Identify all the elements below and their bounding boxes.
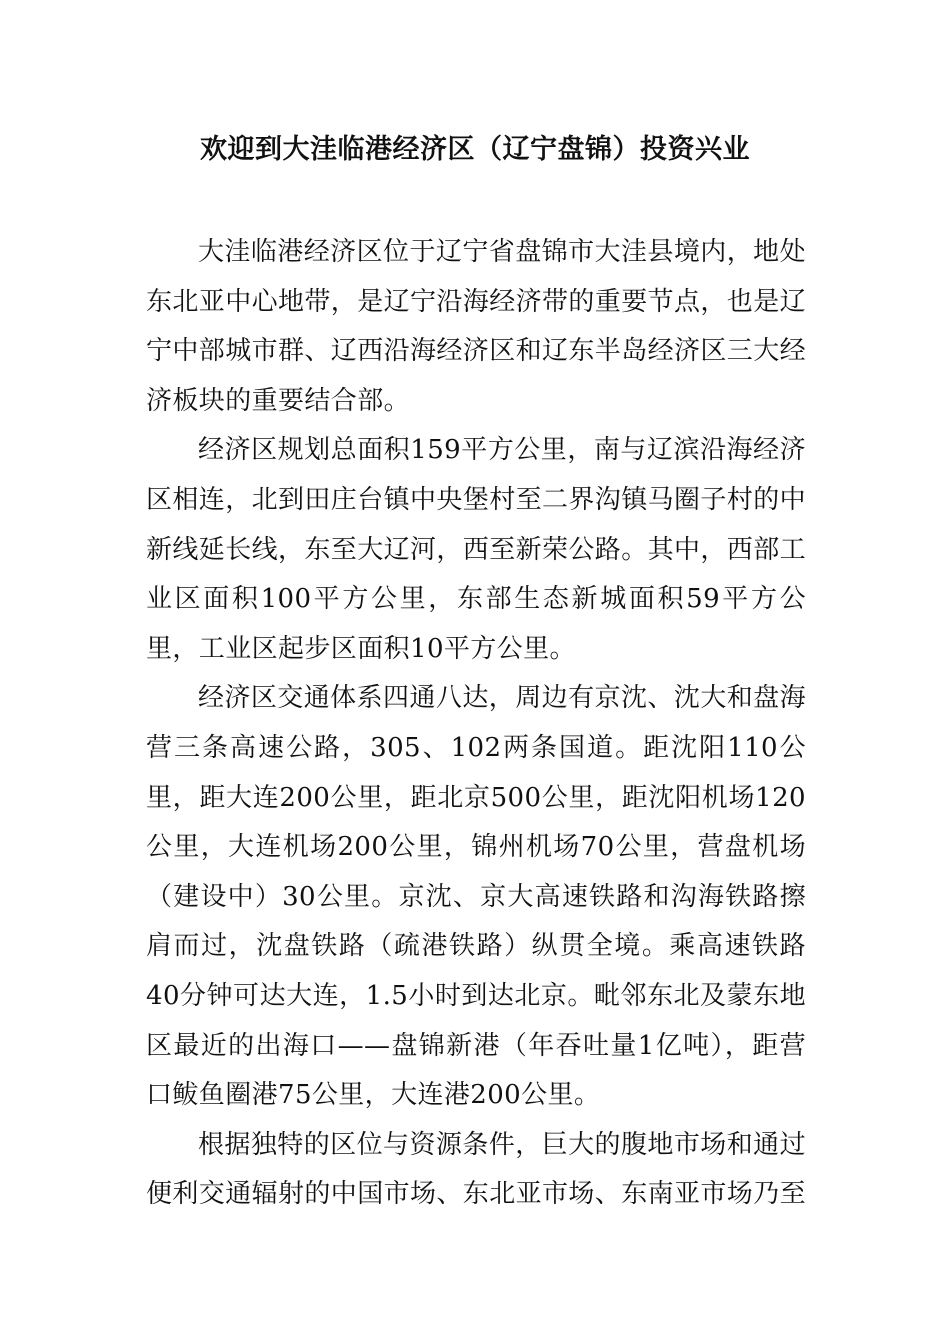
paragraph-location: 大洼临港经济区位于辽宁省盘锦市大洼县境内，地处东北亚中心地带，是辽宁沿海经济带的重要节点，也是辽宁中部城市群、辽西沿海经济区和辽东半岛经济区三大经济板块的重要结合部。 [146,237,807,416]
paragraph-area: 经济区规划总面积159平方公里，南与辽滨沿海经济区相连，北到田庄台镇中央堡村至二界沟镇马圈子村的中新线延长线，东至大辽河，西至新荣公路。其中，西部工业区面积100平方公里，东部生态新城面积59平方公里，工业区起步区面积10平方公里。 [146,435,807,664]
paragraph-market: 根据独特的区位与资源条件，巨大的腹地市场和通过便利交通辐射的中国市场、东北亚市场、东南亚市场乃至 [146,1129,807,1210]
document-body [146,228,806,1220]
paragraph-transport: 经济区交通体系四通八达，周边有京沈、沈大和盘海营三条高速公路，305、102两条国道。距沈阳110公里，距大连200公里，距北京500公里，距沈阳机场120公里，大连机场200公里，锦州机场70公里，营盘机场（建设中）30公里。京沈、京大高速铁路和沟海铁路擦肩而过，沈盘铁路（疏港铁路）纵贯全境。乘高速铁路40分钟可达大连，1.5小时到达北京。毗邻东北及蒙东地区最近的出海口——盘锦新港（年吞吐量1亿吨），距营口鲅鱼圈港75公里，大连港200公里。 [146,683,806,1111]
document-title: 欢迎到大洼临港经济区（辽宁盘锦）投资兴业 [200,134,750,165]
